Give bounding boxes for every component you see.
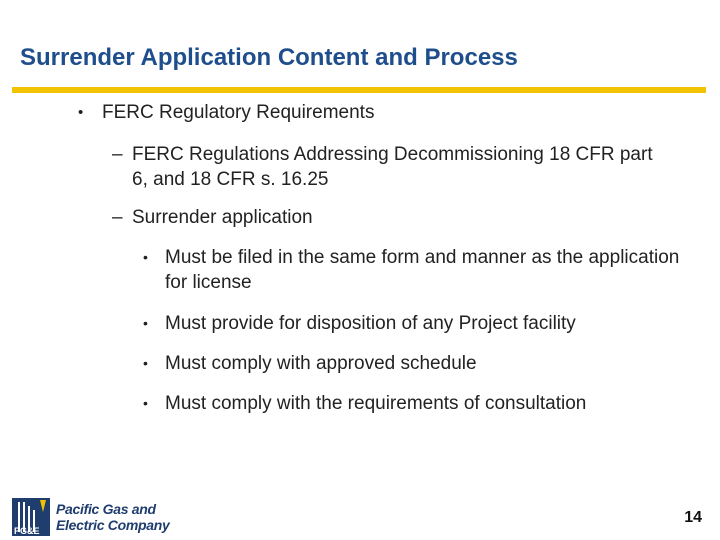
bullet-mark: • xyxy=(143,249,148,265)
bullet-text: FERC Regulatory Requirements xyxy=(102,102,375,123)
bullet-text: Must comply with approved schedule xyxy=(165,353,477,374)
dash-mark: – xyxy=(112,144,123,165)
slide-title: Surrender Application Content and Process xyxy=(20,44,518,71)
logo-mark-text: PG&E xyxy=(14,526,40,536)
sub-sub-bullet-item xyxy=(143,311,688,336)
bullet-text: FERC Regulations Addressing Decommissioning 18 CFR part 6, and 18 CFR s. 16.25 xyxy=(132,144,653,190)
bullet-mark: • xyxy=(143,315,148,331)
bullet-item xyxy=(78,100,678,125)
company-name-line1: Pacific Gas and xyxy=(56,501,156,517)
bullet-text: Must comply with the requirements of consultation xyxy=(165,393,587,414)
sub-bullet-item xyxy=(112,142,672,192)
bullet-mark: • xyxy=(78,104,84,121)
sub-sub-bullet-item xyxy=(143,391,688,416)
bullet-text: Surrender application xyxy=(132,207,313,228)
company-name-line2: Electric Company xyxy=(56,517,170,533)
bullet-mark: • xyxy=(143,355,148,371)
title-underline xyxy=(12,87,706,93)
bullet-text: Must provide for disposition of any Project facility xyxy=(165,313,576,334)
dash-mark: – xyxy=(112,207,123,228)
bullet-text: Must be filed in the same form and manner as the application for license xyxy=(165,247,680,293)
sub-bullet-item xyxy=(112,205,672,230)
bullet-mark: • xyxy=(143,395,148,411)
sub-sub-bullet-item xyxy=(143,245,688,295)
sub-sub-bullet-item xyxy=(143,351,688,376)
company-name xyxy=(56,501,169,533)
page-number: 14 xyxy=(684,509,702,526)
